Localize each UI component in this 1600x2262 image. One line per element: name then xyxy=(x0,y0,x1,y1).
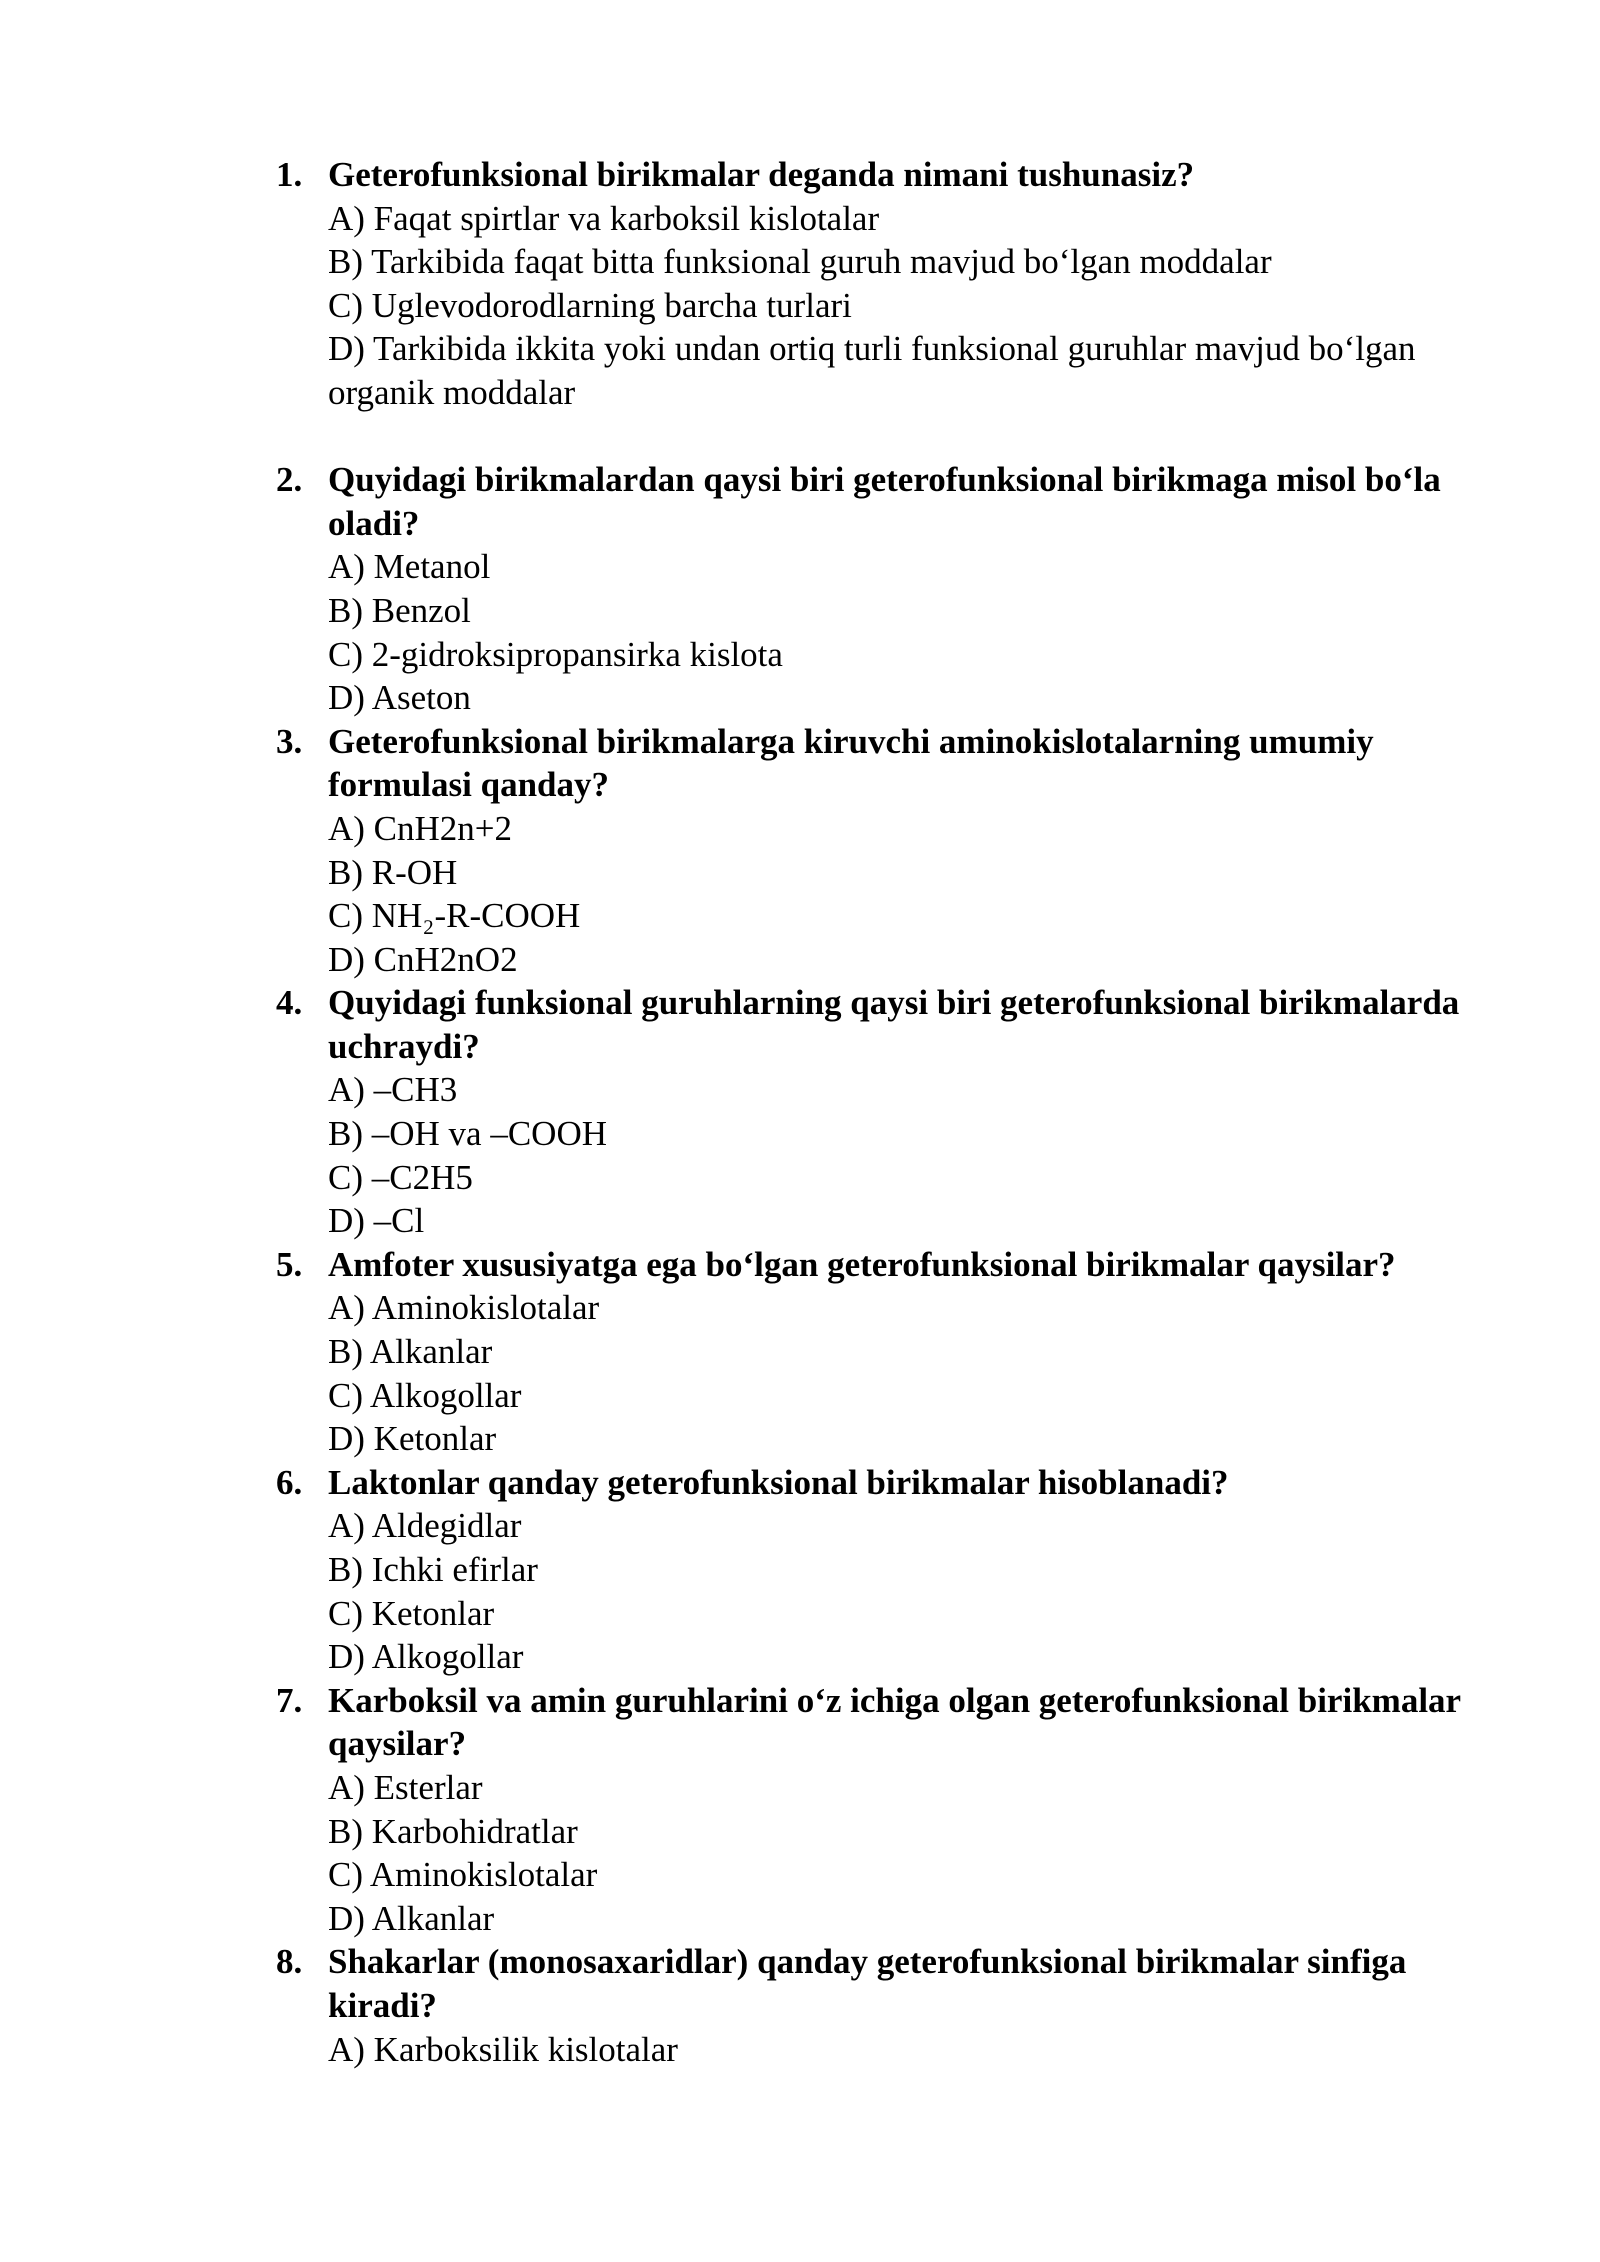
question-number: 8. xyxy=(276,1942,303,1982)
option-b: B) Tarkibida faqat bitta funksional guruh mavjud bo‘lgan moddalar xyxy=(328,242,1272,282)
option-d: D) Alkogollar xyxy=(328,1637,524,1677)
question-number: 7. xyxy=(276,1680,303,1720)
question-item xyxy=(276,720,1506,982)
question-item xyxy=(276,153,1506,415)
option-b: B) Karbohidratlar xyxy=(328,1811,578,1851)
option-b: B) Ichki efirlar xyxy=(328,1550,538,1589)
question-item xyxy=(276,1679,1506,1941)
question-number: 2. xyxy=(276,460,303,500)
option-d: D) Ketonlar xyxy=(328,1419,497,1459)
option-a: A) Karboksilik kislotalar xyxy=(328,2029,678,2069)
question-number: 5. xyxy=(276,1244,303,1284)
option-a: A) Esterlar xyxy=(328,1767,483,1807)
question-number: 1. xyxy=(276,155,303,194)
option-c: C) Uglevodorodlarning barcha turlari xyxy=(328,285,852,325)
option-b: B) R-OH xyxy=(328,852,458,892)
question-item xyxy=(276,981,1506,1243)
option-d: D) Tarkibida ikkita yoki undan ortiq turli funksional guruhlar mavjud bo‘lgan organik moddalar xyxy=(328,329,1416,412)
option-c: C) 2-gidroksipropansirka kislota xyxy=(328,634,783,674)
question-text: Karboksil va amin guruhlarini o‘z ichiga olgan geterofunksional birikmalar qaysilar? xyxy=(328,1680,1461,1764)
option-c: C) NH₂-R-COOH xyxy=(328,896,581,936)
question-text: Quyidagi funksional guruhlarning qaysi biri geterofunksional birikmalarda uchraydi? xyxy=(328,983,1460,1066)
option-d: D) Aseton xyxy=(328,678,471,718)
option-c: C) Ketonlar xyxy=(328,1593,495,1633)
option-c: C) –C2H5 xyxy=(328,1157,473,1197)
question-number: 3. xyxy=(276,721,303,761)
option-a: A) Metanol xyxy=(328,547,491,587)
option-c: C) Aminokislotalar xyxy=(328,1855,598,1895)
question-number: 6. xyxy=(276,1462,303,1502)
option-a: A) Aminokislotalar xyxy=(328,1288,600,1328)
option-d: D) Alkanlar xyxy=(328,1898,495,1938)
question-item xyxy=(276,1461,1506,1679)
question-item xyxy=(276,1940,1506,2071)
option-a: A) CnH2n+2 xyxy=(328,808,513,848)
question-number: 4. xyxy=(276,983,303,1023)
question-text: Geterofunksional birikmalarga kiruvchi aminokislotalarning umumiy formulasi qanday? xyxy=(328,721,1374,805)
option-d: D) CnH2nO2 xyxy=(328,939,518,979)
option-c: C) Alkogollar xyxy=(328,1375,522,1415)
question-item xyxy=(276,1243,1506,1461)
question-text: Quyidagi birikmalardan qaysi biri geterofunksional birikmaga misol bo‘la oladi? xyxy=(328,460,1441,543)
option-b: B) Alkanlar xyxy=(328,1332,493,1372)
option-a: A) Aldegidlar xyxy=(328,1506,522,1546)
option-a: A) Faqat spirtlar va karboksil kislotalar xyxy=(328,198,880,238)
option-a: A) –CH3 xyxy=(328,1070,458,1110)
option-d: D) –Cl xyxy=(328,1201,425,1241)
option-b: B) Benzol xyxy=(328,590,471,630)
question-item xyxy=(276,458,1506,720)
option-b: B) –OH va –COOH xyxy=(328,1114,608,1154)
question-list xyxy=(276,153,1506,2071)
question-text: Shakarlar (monosaxaridlar) qanday geterofunksional birikmalar sinfiga kiradi? xyxy=(328,1942,1407,2025)
question-text: Amfoter xususiyatga ega bo‘lgan geterofunksional birikmalar qaysilar? xyxy=(328,1244,1396,1284)
question-text: Geterofunksional birikmalar deganda nimani tushunasiz? xyxy=(328,155,1195,194)
question-text: Laktonlar qanday geterofunksional birikmalar hisoblanadi? xyxy=(328,1462,1229,1502)
